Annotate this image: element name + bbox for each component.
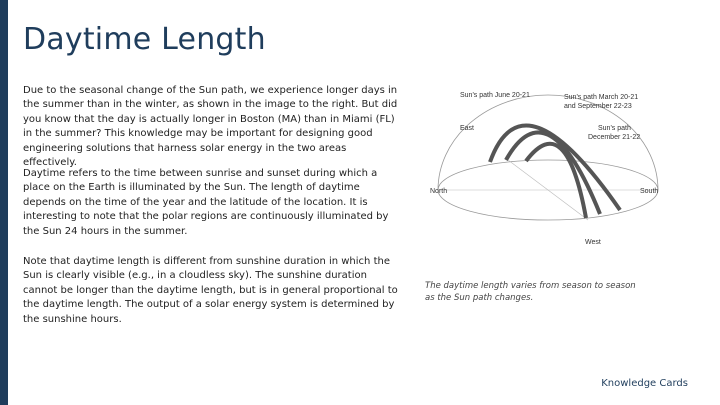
sun-path-diagram — [418, 80, 670, 256]
label-june: Sun's path June 20-21 — [460, 92, 530, 99]
label-equinox-line2: and September 22-23 — [564, 103, 632, 110]
page-title: Daytime Length — [23, 22, 266, 57]
figure-caption: The daytime length varies from season to season as the Sun path changes. — [425, 281, 636, 303]
label-east: East — [460, 125, 475, 132]
label-west: West — [585, 239, 601, 246]
paragraph-seasonal-change: Due to the seasonal change of the Sun path, we experience longer days in the summer than in the winter, as shown in the image to the right. But did you know that the day is actually longer in Boston (MA) than in Miami (FL) in the summer? This knowledge may be important for designing good engineering solutions that harness solar energy in the two areas effectively. — [23, 85, 398, 169]
sidebar-accent-bar — [0, 0, 8, 405]
label-december-line1: Sun's path — [598, 125, 631, 132]
label-december-line2: December 21-22 — [588, 134, 641, 141]
paragraph-sunshine-duration: Note that daytime length is different from sunshine duration in which the Sun is clearly visible (e.g., in a cloudless sky). The sunshine duration cannot be longer than the daytime length, but is in general proportional to the daytime length. The output of a solar energy system is determined by the sunshine hours. — [23, 256, 398, 325]
paragraph-daytime-definition: Daytime refers to the time between sunrise and sunset during which a place on the Earth is illuminated by the Sun. The length of daytime depends on the time of the year and the latitude of the location. It is interesting to note that the polar regions are continuously illuminated by the Sun 24 hours in the summer. — [23, 168, 389, 237]
label-equinox-line1: Sun's path March 20-21 — [564, 94, 639, 101]
label-north: North — [430, 188, 448, 195]
label-south: South — [640, 188, 659, 195]
brand-footer: Knowledge Cards — [601, 378, 688, 389]
